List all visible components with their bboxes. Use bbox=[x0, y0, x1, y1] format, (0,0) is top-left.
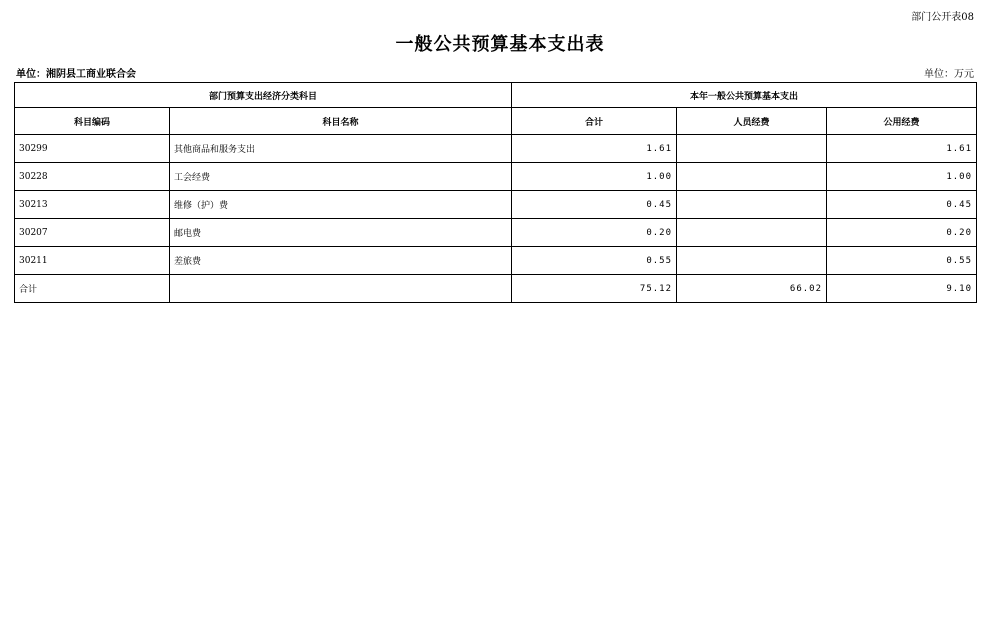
column-header-public: 公用经费 bbox=[827, 108, 977, 135]
column-header-code: 科目编码 bbox=[15, 108, 170, 135]
cell-public: 1.61 bbox=[827, 135, 977, 163]
total-row bbox=[15, 275, 977, 303]
budget-table bbox=[14, 82, 977, 303]
column-header-name: 科目名称 bbox=[170, 108, 512, 135]
cell-total: 1.00 bbox=[512, 163, 677, 191]
column-header-total: 合计 bbox=[512, 108, 677, 135]
cell-name: 维修（护）费 bbox=[170, 191, 512, 219]
total-label: 合计 bbox=[15, 275, 170, 303]
cell-public: 0.45 bbox=[827, 191, 977, 219]
total-public: 9.10 bbox=[827, 275, 977, 303]
cell-code: 30213 bbox=[15, 191, 170, 219]
cell-public: 1.00 bbox=[827, 163, 977, 191]
cell-name: 工会经费 bbox=[170, 163, 512, 191]
total-name bbox=[170, 275, 512, 303]
cell-public: 0.20 bbox=[827, 219, 977, 247]
cell-code: 30228 bbox=[15, 163, 170, 191]
form-number: 部门公开表08 bbox=[911, 12, 974, 23]
table-row bbox=[15, 219, 977, 247]
cell-code: 30211 bbox=[15, 247, 170, 275]
cell-name: 差旅费 bbox=[170, 247, 512, 275]
cell-code: 30207 bbox=[15, 219, 170, 247]
page-title: 一般公共预算基本支出表 bbox=[395, 34, 605, 55]
cell-personnel bbox=[677, 219, 827, 247]
table-row bbox=[15, 163, 977, 191]
cell-name: 邮电费 bbox=[170, 219, 512, 247]
cell-personnel bbox=[677, 247, 827, 275]
total-personnel: 66.02 bbox=[677, 275, 827, 303]
cell-name: 其他商品和服务支出 bbox=[170, 135, 512, 163]
cell-code: 30299 bbox=[15, 135, 170, 163]
total-sum: 75.12 bbox=[512, 275, 677, 303]
cell-total: 1.61 bbox=[512, 135, 677, 163]
cell-public: 0.55 bbox=[827, 247, 977, 275]
organization-unit: 单位：湘阴县工商业联合会 bbox=[16, 69, 136, 80]
cell-personnel bbox=[677, 191, 827, 219]
group-header-row bbox=[15, 83, 977, 108]
column-header-personnel: 人员经费 bbox=[677, 108, 827, 135]
table-row bbox=[15, 191, 977, 219]
cell-personnel bbox=[677, 135, 827, 163]
cell-total: 0.20 bbox=[512, 219, 677, 247]
table-row bbox=[15, 135, 977, 163]
table-row bbox=[15, 247, 977, 275]
group-header-classification: 部门预算支出经济分类科目 bbox=[15, 83, 512, 108]
group-header-expenditure: 本年一般公共预算基本支出 bbox=[512, 83, 977, 108]
column-header-row bbox=[15, 108, 977, 135]
cell-total: 0.45 bbox=[512, 191, 677, 219]
currency-unit: 单位：万元 bbox=[924, 69, 974, 80]
cell-total: 0.55 bbox=[512, 247, 677, 275]
cell-personnel bbox=[677, 163, 827, 191]
